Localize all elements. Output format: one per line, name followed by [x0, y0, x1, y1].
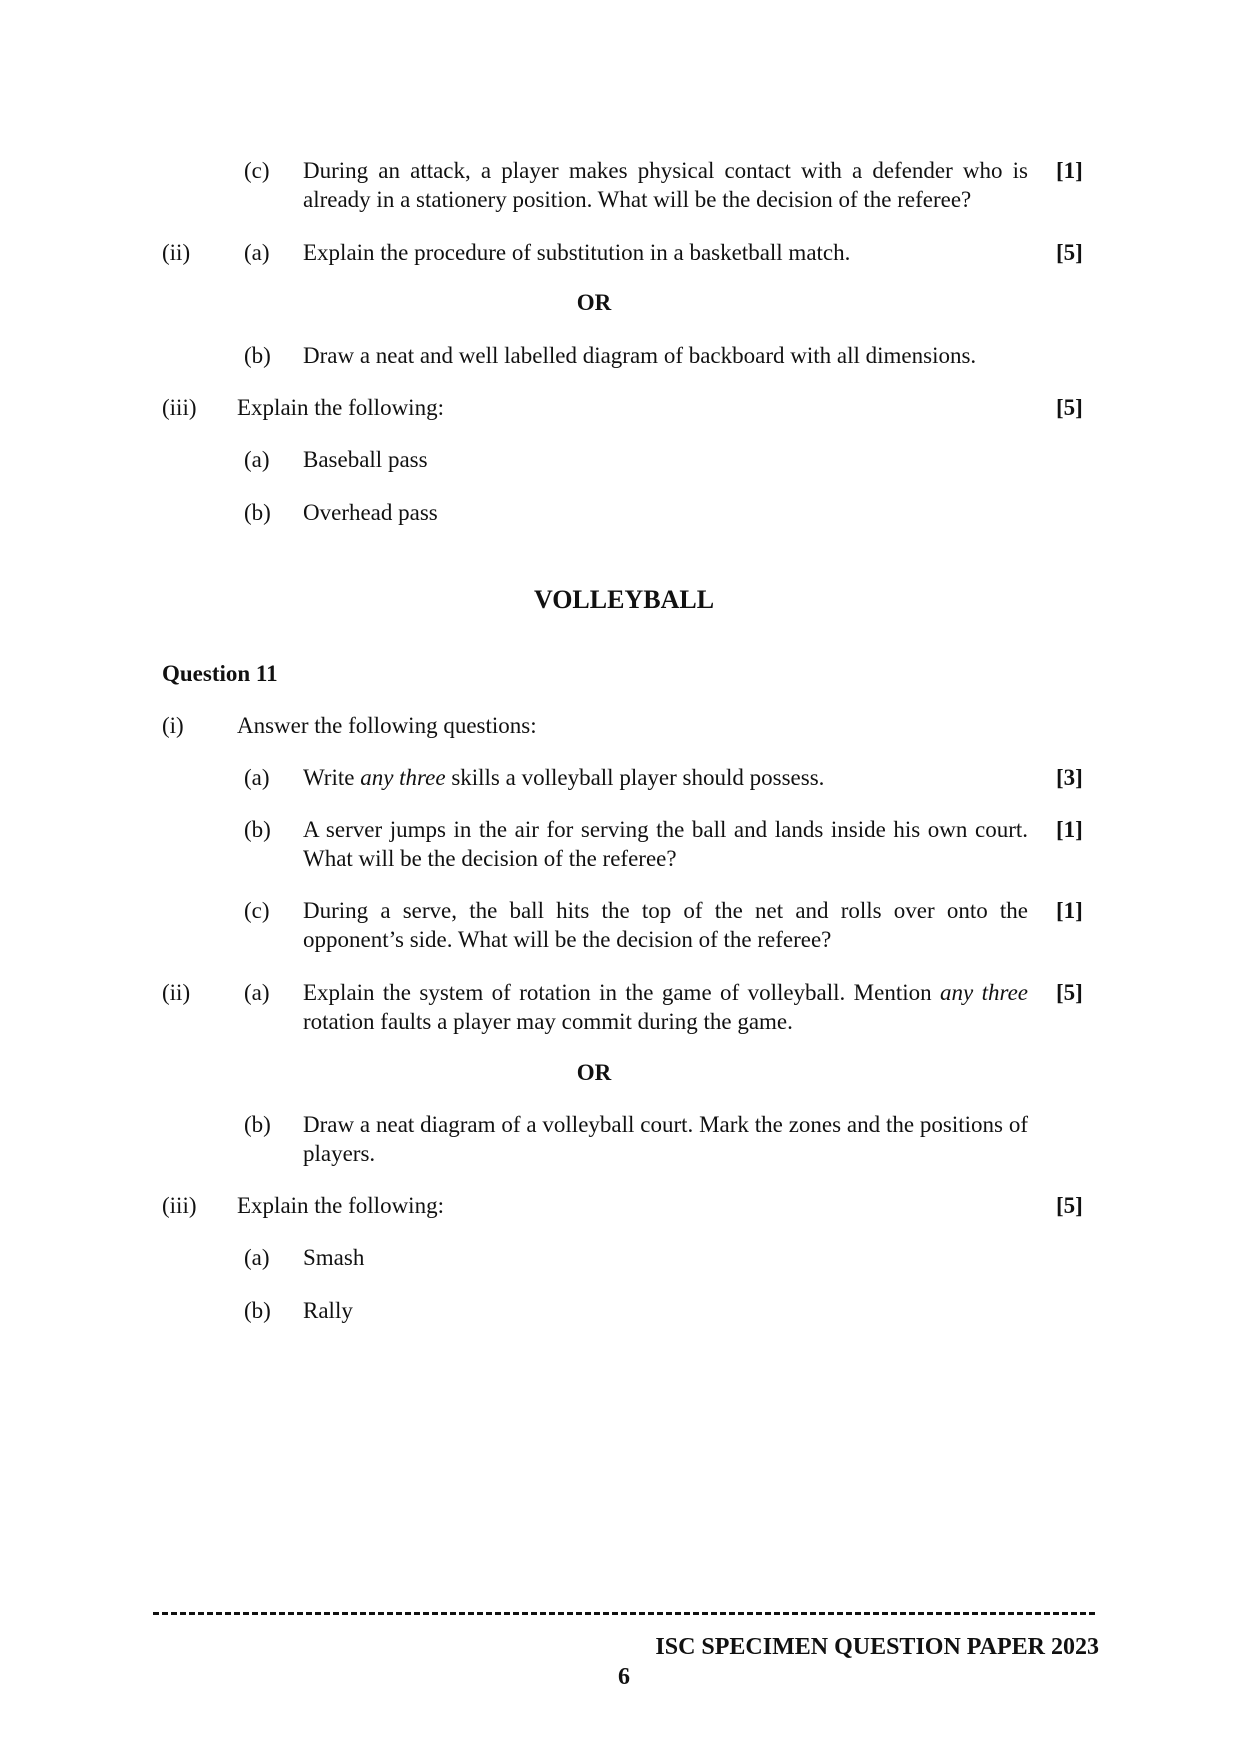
item-label: (a)	[244, 1245, 270, 1270]
item-label: (a)	[244, 765, 270, 790]
question-number: (iii)	[162, 395, 197, 420]
item-label: (a)	[244, 980, 270, 1005]
question-text: A server jumps in the air for serving the ball and lands inside his own court. What will be the decision of the referee?	[303, 817, 1028, 871]
emphasis: any three	[360, 765, 446, 790]
question-text: Baseball pass	[303, 447, 428, 472]
question-number: (iii)	[162, 1193, 197, 1218]
question-text: Explain the following:	[237, 1193, 444, 1218]
question-number: (i)	[162, 713, 184, 738]
question-text: During an attack, a player makes physical contact with a defender who is already in a stationery position. What will be the decision of the referee?	[303, 158, 1028, 212]
marks: [3]	[1056, 765, 1083, 790]
marks: [5]	[1056, 980, 1083, 1005]
item-label: (b)	[244, 1298, 271, 1323]
marks: [5]	[1056, 240, 1083, 265]
question-text: Smash	[303, 1245, 365, 1270]
question-text: Answer the following questions:	[237, 713, 537, 738]
or-divider: OR	[576, 290, 612, 315]
or-divider: OR	[576, 1060, 612, 1085]
text: skills a volleyball player should possess.	[445, 765, 825, 790]
footer-title: ISC SPECIMEN QUESTION PAPER 2023	[655, 1634, 1099, 1660]
item-label: (b)	[244, 1112, 271, 1137]
item-label: (b)	[244, 343, 271, 368]
item-label: (a)	[244, 240, 270, 265]
marks: [1]	[1056, 158, 1083, 183]
item-label: (b)	[244, 500, 271, 525]
question-title: Question 11	[162, 661, 278, 686]
item-label: (c)	[244, 158, 270, 183]
question-text: Overhead pass	[303, 500, 438, 525]
text: Write	[303, 765, 361, 790]
section-title: VOLLEYBALL	[533, 585, 715, 614]
question-number: (ii)	[162, 240, 191, 265]
item-label: (a)	[244, 447, 270, 472]
text: rotation faults a player may commit during the game.	[303, 1009, 793, 1034]
marks: [5]	[1056, 1193, 1083, 1218]
question-text: Explain the procedure of substitution in a basketball match.	[303, 240, 851, 265]
marks: [1]	[1056, 817, 1083, 842]
question-text	[303, 763, 1028, 792]
question-text: During a serve, the ball hits the top of the net and rolls over onto the opponent’s side. What will be the decision of the referee?	[303, 898, 1028, 952]
marks: [1]	[1056, 898, 1083, 923]
question-text: Rally	[303, 1298, 353, 1323]
marks: [5]	[1056, 395, 1083, 420]
question-text	[303, 978, 1028, 1036]
item-label: (c)	[244, 898, 270, 923]
item-label: (b)	[244, 817, 271, 842]
emphasis: any three	[940, 980, 1028, 1005]
page-number: 6	[618, 1664, 630, 1690]
question-text: Draw a neat diagram of a volleyball court. Mark the zones and the positions of players.	[303, 1112, 1028, 1166]
question-text: Draw a neat and well labelled diagram of backboard with all dimensions.	[303, 343, 977, 368]
question-number: (ii)	[162, 980, 191, 1005]
text: Explain the system of rotation in the game of volleyball. Mention	[303, 980, 940, 1005]
footer-divider	[153, 1612, 1095, 1615]
question-text: Explain the following:	[237, 395, 444, 420]
